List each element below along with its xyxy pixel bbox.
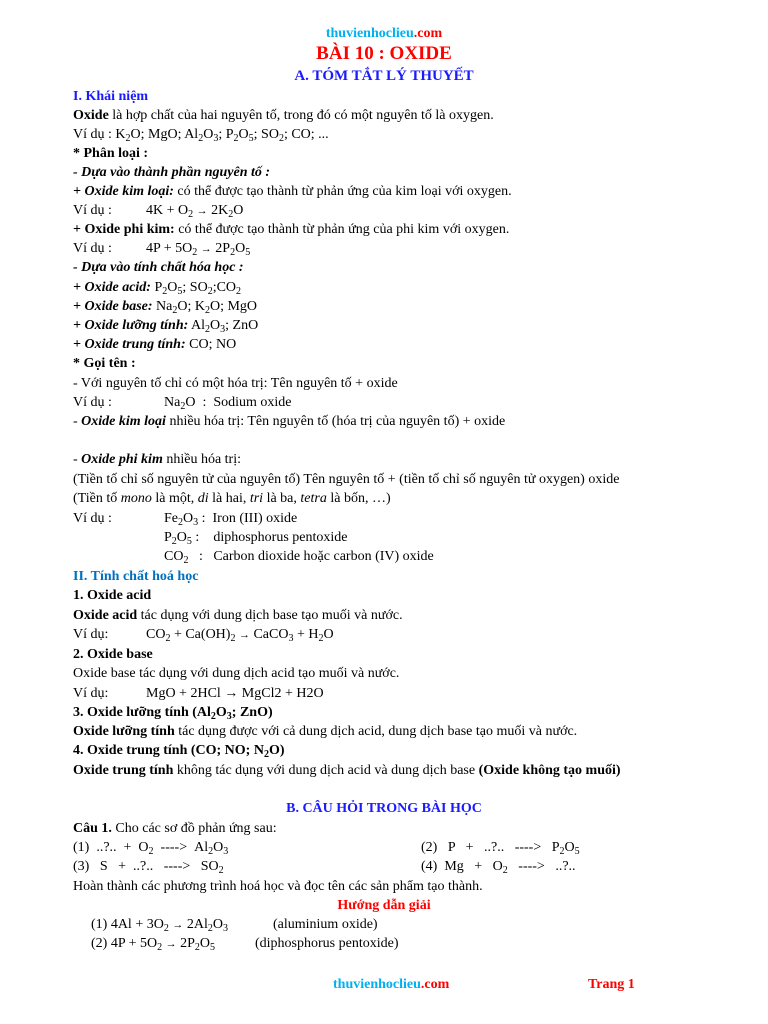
metal-oxide-line [73, 182, 512, 201]
question-text: Cho các sơ đồ phản ứng sau: [111, 821, 277, 836]
prefix-text: là bốn, …) [326, 491, 391, 506]
naming-single-example: Ví dụ : $Na_2O$ : Sodium oxide [73, 395, 292, 412]
prefix-di: di [197, 491, 209, 506]
section-2-title: Tính chất hoá học [90, 569, 199, 584]
example-label: Ví dụ: [73, 686, 109, 701]
reaction-row-1 [73, 838, 580, 857]
example-label: Ví dụ : [73, 395, 112, 410]
acid-oxide-line: + Oxide acid: $P_2O_5$; $SO_2;CO_2$ [73, 280, 242, 297]
term-amphoteric-oxide: Oxide lưỡng tính [73, 724, 175, 739]
prefix-text: (Tiền tố [73, 491, 121, 506]
example-label: Ví dụ : [73, 511, 112, 526]
prefix-examples [73, 489, 391, 508]
solution-guide-heading: Hướng dẫn giải [337, 898, 431, 913]
neutral-oxide-text: không tác dụng với dung dịch acid và dung dịch base [173, 763, 479, 778]
neutral-oxide-examples: CO; NO [185, 337, 237, 352]
naming-heading: * Gọi tên : [73, 356, 136, 371]
answer-1: (1) $4Al + 3O_2 \to 2Al_2O_3$ (aluminium oxide) [91, 917, 378, 934]
term-metal-oxide-multi: Oxide kim loại [81, 414, 166, 429]
section-1-number: I. [73, 89, 82, 104]
by-chemistry-heading: - Dựa vào tính chất hóa học : [73, 260, 244, 275]
metal-oxide-text: có thể được tạo thành từ phản ứng của kim loại với oxygen. [173, 184, 512, 199]
question-instruction: Hoàn thành các phương trình hoá học và đọc tên các sản phẩm tạo thành. [73, 879, 483, 894]
neutral-oxide-property [73, 761, 621, 780]
nonmetal-oxide-text: có thể được tạo thành từ phản ứng của phi kim với oxygen. [174, 222, 510, 237]
amphoteric-oxide-text: tác dụng được với cả dung dịch acid, dung dịch base tạo muối và nước. [174, 724, 578, 739]
term-nonmetal-oxide-multi: Oxide phi kim [81, 452, 163, 467]
reaction-1: (1) ..?.. + $O_2$ ----> $Al_2O_3$ [73, 840, 229, 857]
neutral-oxide-line [73, 335, 236, 354]
oxide-examples: Ví dụ : $K_2O$; MgO; $Al_2O_3$; $P_2O_5$; $SO_2$; CO; ... [73, 127, 329, 144]
base-oxide-line: + Oxide base: $Na_2O$; $K_2O$; MgO [73, 299, 258, 316]
naming-single-valence: - Với nguyên tố chỉ có một hóa trị: Tên nguyên tố + oxide [73, 376, 398, 391]
site-name: thuvienhoclieu [325, 26, 414, 41]
classification-heading: * Phân loại : [73, 146, 149, 161]
nonmetal-multi-text: nhiều hóa trị: [162, 452, 241, 467]
document-page: thuvienhoclieu.com BÀI 10 : OXIDE A. TÓM TẮT LÝ THUYẾT I. Khái niệm Oxide là hợp chất của hai nguyên tố, trong đó có một nguyên tố là oxygen. Ví dụ : $K_2O$; MgO; $Al_2O_3$; $P_2O_5$; $SO_2$; CO; ... * Phân loại : - Dựa vào thành phần nguyên tố : + Oxide kim loại: có thể được tạo thành từ phản ứng của kim loại với oxygen. Ví dụ : $4K + O_2 \to 2K_2O$ + Oxide phi kim: có thể được tạo thành từ phản ứng của phi kim với oxygen. Ví dụ : $4P + 5O_2 \to 2P_2O_5$ - Dựa vào tính chất hóa học : + Oxide acid: $P_2O_5$; $SO_2;CO_2$ + Oxide base: $Na_2O$; $K_2O$; MgO + Oxide lưỡng tính: $Al_2O_3$; ZnO + Oxide trung tính: CO; NO * Gọi tên : - Với nguyên tố chỉ có một hóa trị: Tên nguyên tố + oxide Ví dụ : $Na_2O$ : Sodium oxide - Oxide kim loại nhiều hóa trị: Tên nguyên tố (hóa trị của nguyên tố) + oxide - Oxide phi kim nhiều hóa trị: (Tiền tố chỉ số nguyên tử của nguyên tố) Tên nguyên tố + (tiền tố chỉ số nguyên tử oxygen) oxide (Tiền tố mono là một, di là hai, tri là ba, tetra là bốn, …) Ví dụ : $Fe_2O_3$ : Iron (III) oxide $P_2O_5$ : diphosphorus pentoxide $CO_2$ : Carbon dioxide hoặc carbon (IV) oxide II. Tính chất hoá học 1. Oxide acid Oxide acid tác dụng với dung dịch base tạo muối và nước. Ví dụ: $CO_2 + Ca(OH)_2$ → CaCO$_3$ + $H_2O$ 2. Oxide base Oxide base tác dụng với dung dịch acid tạo muối và nước. Ví dụ: MgO + 2HCl → MgCl2 + H2O 3. Oxide lưỡng tính ($Al_2O_3$; ZnO) Oxide lưỡng tính tác dụng được với cả dung dịch acid, dung dịch base tạo muối và nước. 4. Oxide trung tính (CO; NO; $N_2O$) Oxide trung tính không tác dụng với dung dịch acid và dung dịch base (Oxide không tạo muối) B. CÂU HỎI TRONG BÀI HỌC Câu 1. Cho các sơ đồ phản ứng sau: (1) ..?.. + $O_2$ ----> $Al_2O_3$ (2) P + ..?.. ----> $P_2O_5$ (3) S + ..?.. ----> $SO_2$ (4) $Mg + O_2$ ----> ..?.. Hoàn thành các phương trình hoá học và đọc tên các sản phẩm tạo thành. Hướng dẫn giải (1) $4Al + 3O_2 \to 2Al_2O_3$ (aluminium oxide) (2) $4P + 5O_2 \to 2P_2O_5$ (diphosphorus pentoxide) thuvienhoclieu.com Trang 1 [0, 0, 768, 1024]
heading-part: ; ZnO) [231, 705, 273, 720]
amphoteric-oxide-heading: 3. Oxide lưỡng tính ($Al_2O_3$; ZnO) [73, 705, 273, 722]
reaction-4: (4) $Mg + O_2$ ----> ..?.. [421, 859, 576, 876]
prefix-mono: mono [120, 491, 152, 506]
section-a-title: A. TÓM TẮT LÝ THUYẾT [294, 68, 474, 84]
example-label: Ví dụ : [73, 203, 112, 218]
acid-oxide-heading: 1. Oxide acid [73, 588, 152, 603]
site-tld: .com [420, 977, 450, 992]
answer-2: (2) $4P + 5O_2 \to 2P_2O_5$ (diphosphorus pentoxide) [91, 936, 399, 953]
base-oxide-example [73, 684, 324, 703]
term-base-oxide: + Oxide base: [73, 299, 153, 314]
answer-2-name: (diphosphorus pentoxide) [255, 936, 399, 951]
heading-part: O [215, 705, 227, 720]
section-b-title: B. CÂU HỎI TRONG BÀI HỌC [286, 801, 482, 816]
neutral-oxide-note: (Oxide không tạo muối) [478, 763, 621, 778]
page-number: Trang 1 [588, 977, 635, 992]
base-oxide-property: Oxide base tác dụng với dung dịch acid tạo muối và nước. [73, 666, 400, 681]
term-neutral-oxide: Oxide trung tính [73, 763, 174, 778]
prefix-text: là một, [151, 491, 198, 506]
neutral-oxide-heading: 4. Oxide trung tính (CO; NO; $N_2O$) [73, 743, 285, 760]
co2-name: Carbon dioxide hoặc carbon (IV) oxide [213, 549, 434, 564]
reaction-3: (3) S + ..?.. ----> $SO_2$ [73, 859, 224, 876]
acid-oxide-text: tác dụng với dung dịch base tạo muối và nước. [137, 608, 403, 623]
base-oxide-heading: 2. Oxide base [73, 647, 153, 662]
example-label: Ví dụ : [73, 241, 112, 256]
nonmetal-oxide-example: Ví dụ : $4P + 5O_2 \to 2P_2O_5$ [73, 241, 251, 258]
term-neutral-oxide: + Oxide trung tính: [73, 337, 186, 352]
question-1 [73, 819, 277, 838]
lesson-title: BÀI 10 : OXIDE [316, 43, 452, 64]
example-label: Ví dụ: [73, 627, 109, 642]
na2o-name: Sodium oxide [213, 395, 292, 410]
base-oxide-equation: MgO + 2HCl → MgCl2 + H2O [146, 686, 324, 701]
heading-part: O) [268, 743, 285, 758]
example-label: Ví dụ : [73, 127, 116, 142]
prefix-rule: (Tiền tố chỉ số nguyên tử của nguyên tố) Tên nguyên tố + (tiền tố chỉ số nguyên tử oxygen) oxide [73, 472, 620, 487]
nonmetal-oxide-line [73, 220, 509, 239]
site-footer [333, 975, 449, 994]
site-name: thuvienhoclieu [333, 977, 421, 992]
section-2-number: II. [73, 569, 88, 584]
prefix-tetra: tetra [300, 491, 327, 506]
site-header [0, 24, 768, 43]
metal-oxide-example: Ví dụ : $4K + O_2 \to 2K_2O$ [73, 203, 244, 220]
acid-oxide-example: Ví dụ: $CO_2 + Ca(OH)_2$ → CaCO$_3$ + $H_2O$ [73, 627, 334, 644]
section-1-title: Khái niệm [85, 89, 149, 104]
section-2-heading [73, 567, 198, 586]
question-label: Câu 1. [73, 821, 112, 836]
answer-1-name: (aluminium oxide) [273, 917, 378, 932]
term-amphoteric-oxide: + Oxide lưỡng tính: [73, 318, 189, 333]
heading-part: 3. Oxide lưỡng tính (Al [73, 705, 211, 720]
acid-oxide-property [73, 606, 403, 625]
site-tld: .com [413, 26, 443, 41]
heading-part: 4. Oxide trung tính (CO; NO; N [73, 743, 264, 758]
naming-nonmetal-example-1: Ví dụ : $Fe_2O_3$ : Iron (III) oxide [73, 511, 298, 528]
reaction-2: (2) P + ..?.. ----> $P_2O_5$ [421, 840, 580, 857]
fe2o3-name: Iron (III) oxide [212, 511, 298, 526]
metal-multi-text: nhiều hóa trị: Tên nguyên tố (hóa trị của nguyên tố) + oxide [165, 414, 506, 429]
section-1-heading [73, 87, 148, 106]
reaction-row-2 [73, 857, 576, 876]
prefix-tri: tri [249, 491, 264, 506]
by-composition-heading: - Dựa vào thành phần nguyên tố : [73, 165, 271, 180]
term-metal-oxide: + Oxide kim loại: [73, 184, 174, 199]
naming-metal-multi: - Oxide kim loại nhiều hóa trị: Tên nguyên tố (hóa trị của nguyên tố) + oxide [73, 414, 506, 429]
term-acid-oxide: + Oxide acid: [73, 280, 151, 295]
prefix-text: là hai, [208, 491, 250, 506]
naming-nonmetal-multi: - Oxide phi kim nhiều hóa trị: [73, 452, 241, 467]
prefix-text: là ba, [263, 491, 301, 506]
amphoteric-oxide-property [73, 722, 577, 741]
term-oxide: Oxide [73, 108, 109, 123]
amphoteric-oxide-line: + Oxide lưỡng tính: $Al_2O_3$; ZnO [73, 318, 259, 335]
oxide-definition [73, 106, 494, 125]
term-acid-oxide: Oxide acid [73, 608, 138, 623]
term-nonmetal-oxide: + Oxide phi kim: [73, 222, 175, 237]
p2o5-name: diphosphorus pentoxide [213, 530, 348, 545]
definition-text: là hợp chất của hai nguyên tố, trong đó có một nguyên tố là oxygen. [108, 108, 494, 123]
